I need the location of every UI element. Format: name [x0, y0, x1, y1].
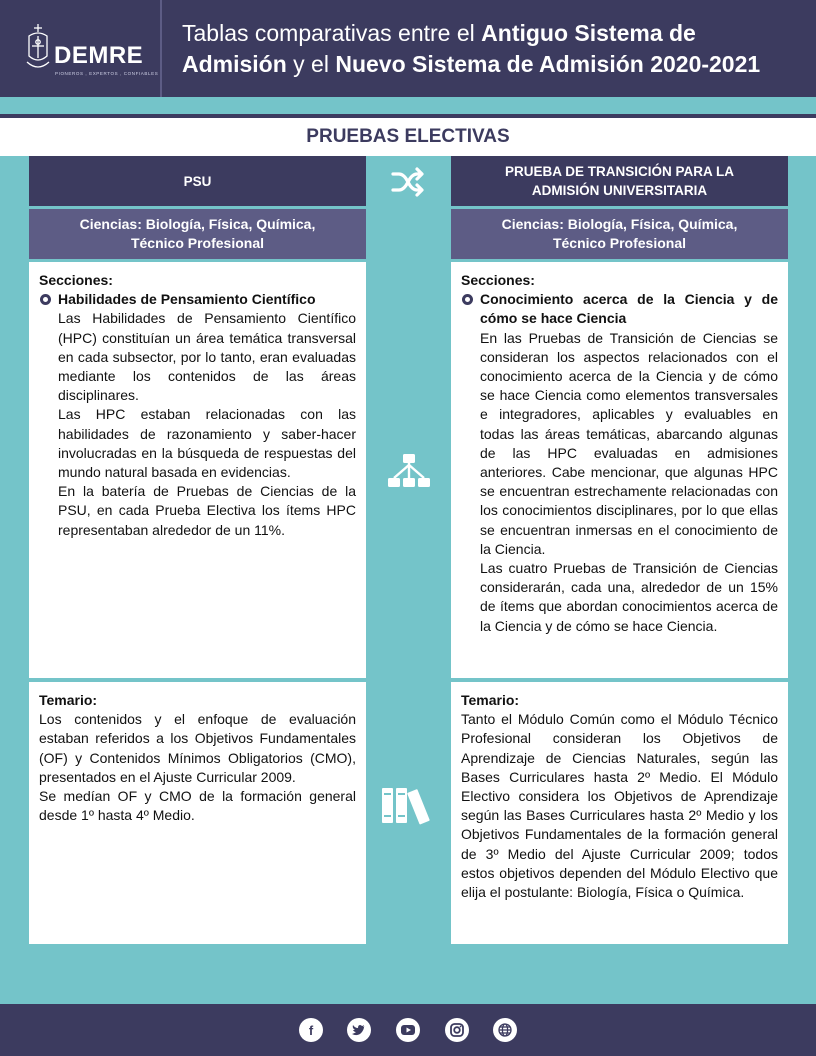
page-footer [0, 1004, 816, 1056]
pta-subheader: Ciencias: Biología, Física, Química, Técnico Profesional [451, 209, 788, 259]
pta-secciones-box [451, 262, 788, 678]
bullet-icon [462, 294, 473, 305]
logo-text: DEMRE [54, 42, 144, 69]
list-item: Habilidades de Pensamiento Científico [39, 290, 356, 309]
psu-temario-box [29, 682, 366, 944]
section-title: PRUEBAS ELECTIVAS [306, 126, 510, 147]
section-title-band [0, 114, 816, 156]
pta-column-header: PRUEBA DE TRANSICIÓN PARA LA ADMISIÓN UNIVERSITARIA [451, 156, 788, 206]
pta-temario-box [451, 682, 788, 944]
instagram-icon[interactable] [445, 1018, 469, 1042]
psu-secciones-box [29, 262, 366, 678]
youtube-play-icon [401, 1025, 415, 1035]
shuffle-icon [390, 166, 426, 198]
list-item: Conocimiento acerca de la Ciencia y de cómo se hace Ciencia [461, 290, 778, 328]
hierarchy-icon [386, 452, 432, 490]
paragraph: Se medían OF y CMO de la formación general desde 1º hasta 4º Medio. [39, 788, 356, 824]
temario-label: Temario: [39, 692, 98, 708]
secciones-label: Secciones: [39, 272, 113, 288]
books-icon [380, 786, 438, 826]
paragraph: Tanto el Módulo Común como el Módulo Técnico Profesional consideran los Objetivos de Aprendizaje de Ciencias Naturales, según las Bases Curriculares hasta 2º Medio. El Módulo Electivo considera los Objetivos de Aprendizaje según las Bases Curriculares hasta 2º Medio y los Objetivos Fundamentales de la formación general de 3º Medio del Ajuste Curricular 2009; todos estos objetivos dependen del Módulo Electivo que elija el postulante: Biología, Física o Química. [461, 711, 778, 901]
instagram-camera-icon [450, 1023, 464, 1037]
globe-icon [498, 1023, 512, 1037]
paragraph: En la batería de Pruebas de Ciencias de la PSU, en cada Prueba Electiva los ítems HPC representaban alrededor de un 11%. [58, 483, 356, 538]
logo-tagline: PIONEROS , EXPERTOS , CONFIABLES [55, 71, 159, 76]
paragraph: Las HPC estaban relacionadas con las habilidades de razonamiento y saber-hacer involucradas en la búsqueda de respuestas del mundo natural basada en evidencias. [58, 406, 356, 481]
paragraph: Las Habilidades de Pensamiento Científico (HPC) constituían un área temática transversal en cada subsector, por lo tanto, eran evaluadas mediante los contenidos de las áreas disciplinares. [58, 310, 356, 404]
secciones-label: Secciones: [461, 272, 535, 288]
crest-icon [24, 22, 52, 76]
facebook-icon[interactable]: f [299, 1018, 323, 1042]
twitter-bird-icon [352, 1024, 366, 1036]
temario-label: Temario: [461, 692, 520, 708]
paragraph: Los contenidos y el enfoque de evaluación estaban referidos a los Objetivos Fundamentales (OF) y Contenidos Mínimos Obligatorios (CMO), presentados en el Ajuste Curricular 2009. [39, 711, 356, 785]
paragraph: En las Pruebas de Transición de Ciencias se consideran los aspectos relacionados con el conocimiento acerca de la Ciencia y de cómo se hace Ciencia como elementos transversales e integradores, aplicables y evaluables en todas las áreas temáticas, abarcando algunas de las HPC evaluadas en admisiones anteriores. Cabe mencionar, que algunas HPC se encuentran estrechamente relacionadas con los conocimientos disciplinares, por lo que ellas se encuentran inmersas en el conocimiento de la Ciencia. [480, 329, 778, 557]
youtube-icon[interactable] [396, 1018, 420, 1042]
psu-subheader: Ciencias: Biología, Física, Química, Técnico Profesional [29, 209, 366, 259]
twitter-icon[interactable] [347, 1018, 371, 1042]
paragraph: Las cuatro Pruebas de Transición de Ciencias considerarán, cada una, alrededor de un 15% de ítems que abordan conocimientos acerca de la Ciencia y de cómo se hace Ciencia. [480, 560, 778, 634]
psu-column-header: PSU [29, 156, 366, 206]
bullet-icon [40, 294, 51, 305]
demre-logo [0, 0, 162, 97]
page-title: Tablas comparativas entre el Antiguo Sistema de Admisión y el Nuevo Sistema de Admisión 2020-2021 [182, 20, 761, 77]
page-header [0, 0, 816, 97]
web-icon[interactable] [493, 1018, 517, 1042]
